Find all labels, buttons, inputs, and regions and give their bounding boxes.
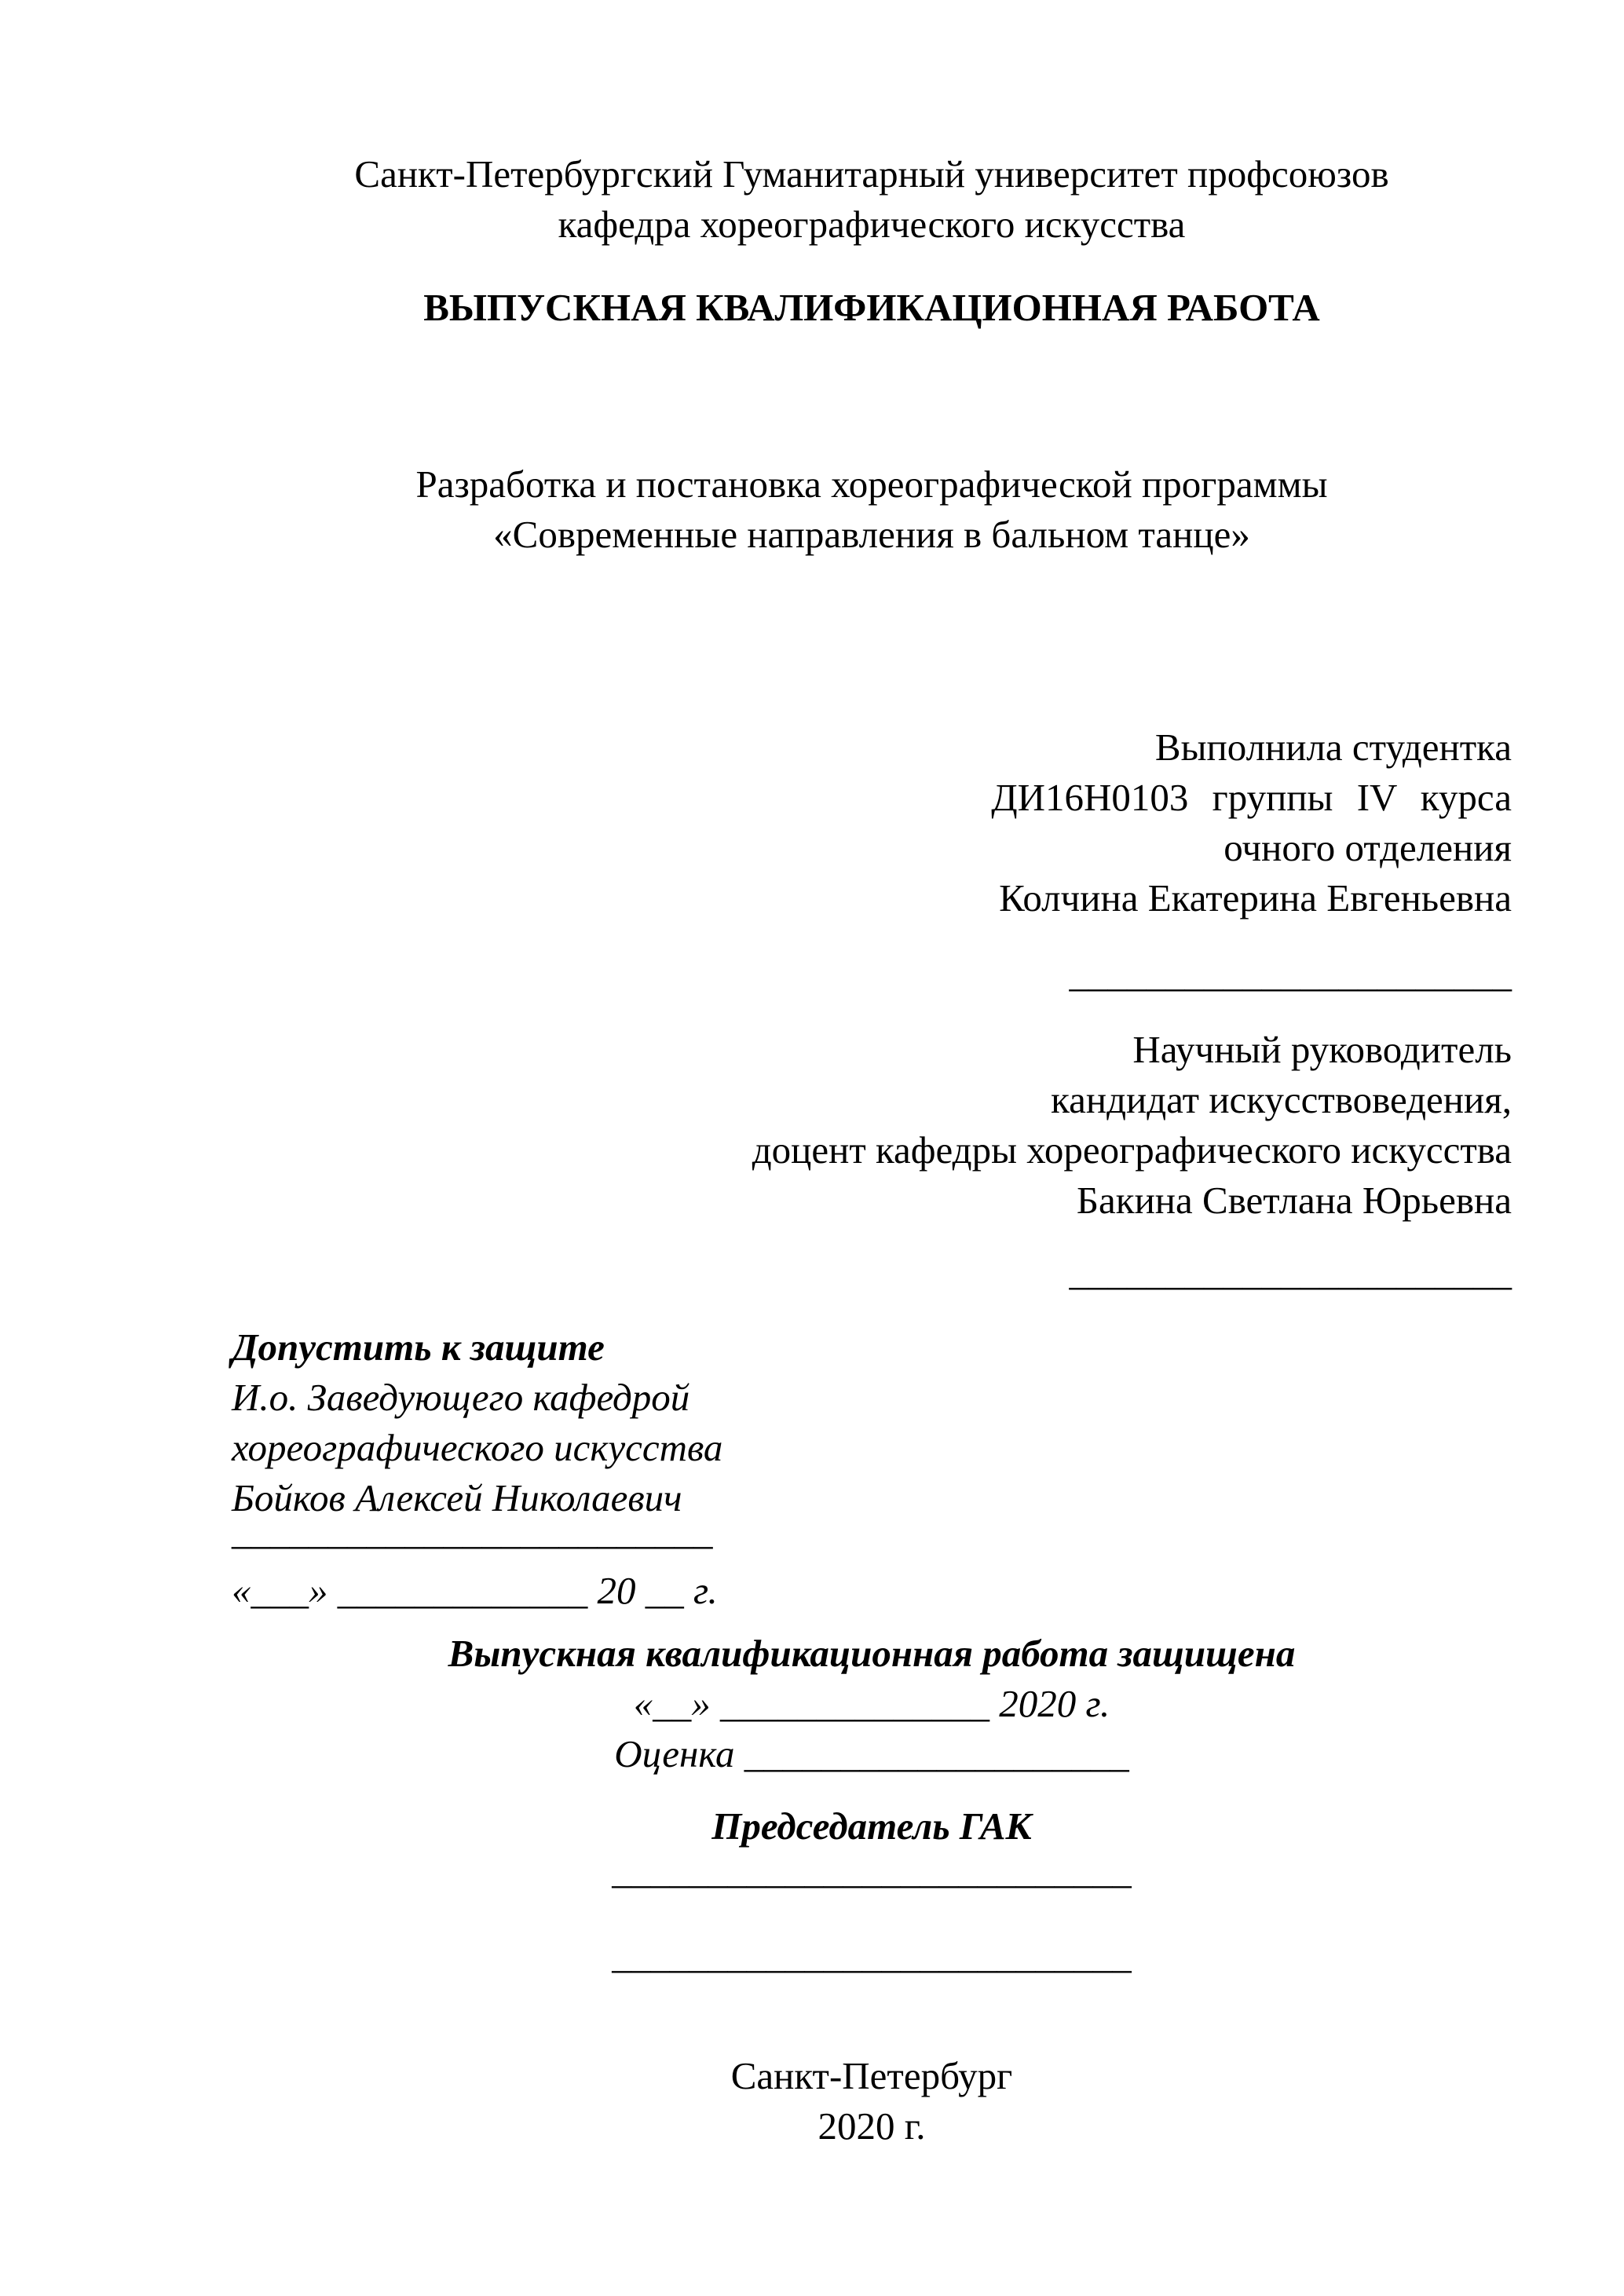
chairman-heading: Председатель ГАК: [711, 1804, 1032, 1848]
department-name: кафедра хореографического искусства: [558, 203, 1186, 246]
student-block: [232, 722, 1512, 923]
work-title-line1: Разработка и постановка хореографической программы: [415, 462, 1328, 506]
defense-date-line: «__» ______________ 2020 г.: [633, 1682, 1110, 1725]
defense-grade-line: Оценка ____________________: [614, 1732, 1129, 1775]
admission-signature-line: _________________________: [232, 1509, 713, 1552]
year-label: 2020 г.: [817, 2104, 926, 2148]
advisor-degree: кандидат искусствоведения,: [1051, 1078, 1512, 1121]
defense-block: [232, 1629, 1512, 1779]
city-name: Санкт-Петербург: [730, 2054, 1013, 2097]
admission-position-line1: И.о. Заведующего кафедрой: [232, 1376, 690, 1419]
defense-heading: Выпускная квалификационная работа защищена: [448, 1632, 1296, 1675]
student-study-form: очного отделения: [1223, 826, 1512, 869]
admission-block: [232, 1322, 1512, 1523]
student-signature-line: _______________________: [1069, 952, 1512, 995]
document-type: ВЫПУСКНАЯ КВАЛИФИКАЦИОННАЯ РАБОТА: [423, 286, 1320, 329]
admission-head-name: Бойков Алексей Николаевич: [232, 1476, 682, 1519]
student-group: ДИ16Н0103 группы IV курса: [991, 776, 1512, 819]
admission-position-line2: хореографического искусства: [232, 1426, 723, 1469]
student-role: Выполнила студентка: [1154, 726, 1512, 769]
advisor-signature-line: _______________________: [1069, 1250, 1512, 1293]
admission-date-line: «___» _____________ 20 __ г.: [232, 1569, 718, 1612]
university-name: Санкт-Петербургский Гуманитарный университет профсоюзов: [354, 152, 1389, 196]
student-name: Колчина Екатерина Евгеньевна: [999, 876, 1512, 919]
admission-heading: Допустить к защите: [232, 1325, 605, 1369]
chairman-signature-line-2: ___________________________: [612, 1933, 1132, 1976]
work-title-line2: «Современные направления в бальном танце»: [493, 513, 1250, 556]
advisor-position: доцент кафедры хореографического искусства: [752, 1128, 1512, 1172]
advisor-role: Научный руководитель: [1132, 1028, 1512, 1071]
work-title: [232, 459, 1512, 560]
advisor-name: Бакина Светлана Юрьевна: [1076, 1179, 1512, 1222]
chairman-signature-line-1: ___________________________: [612, 1848, 1132, 1892]
advisor-block: [232, 1025, 1512, 1226]
header-block: [232, 149, 1512, 250]
city-block: [232, 2051, 1512, 2152]
